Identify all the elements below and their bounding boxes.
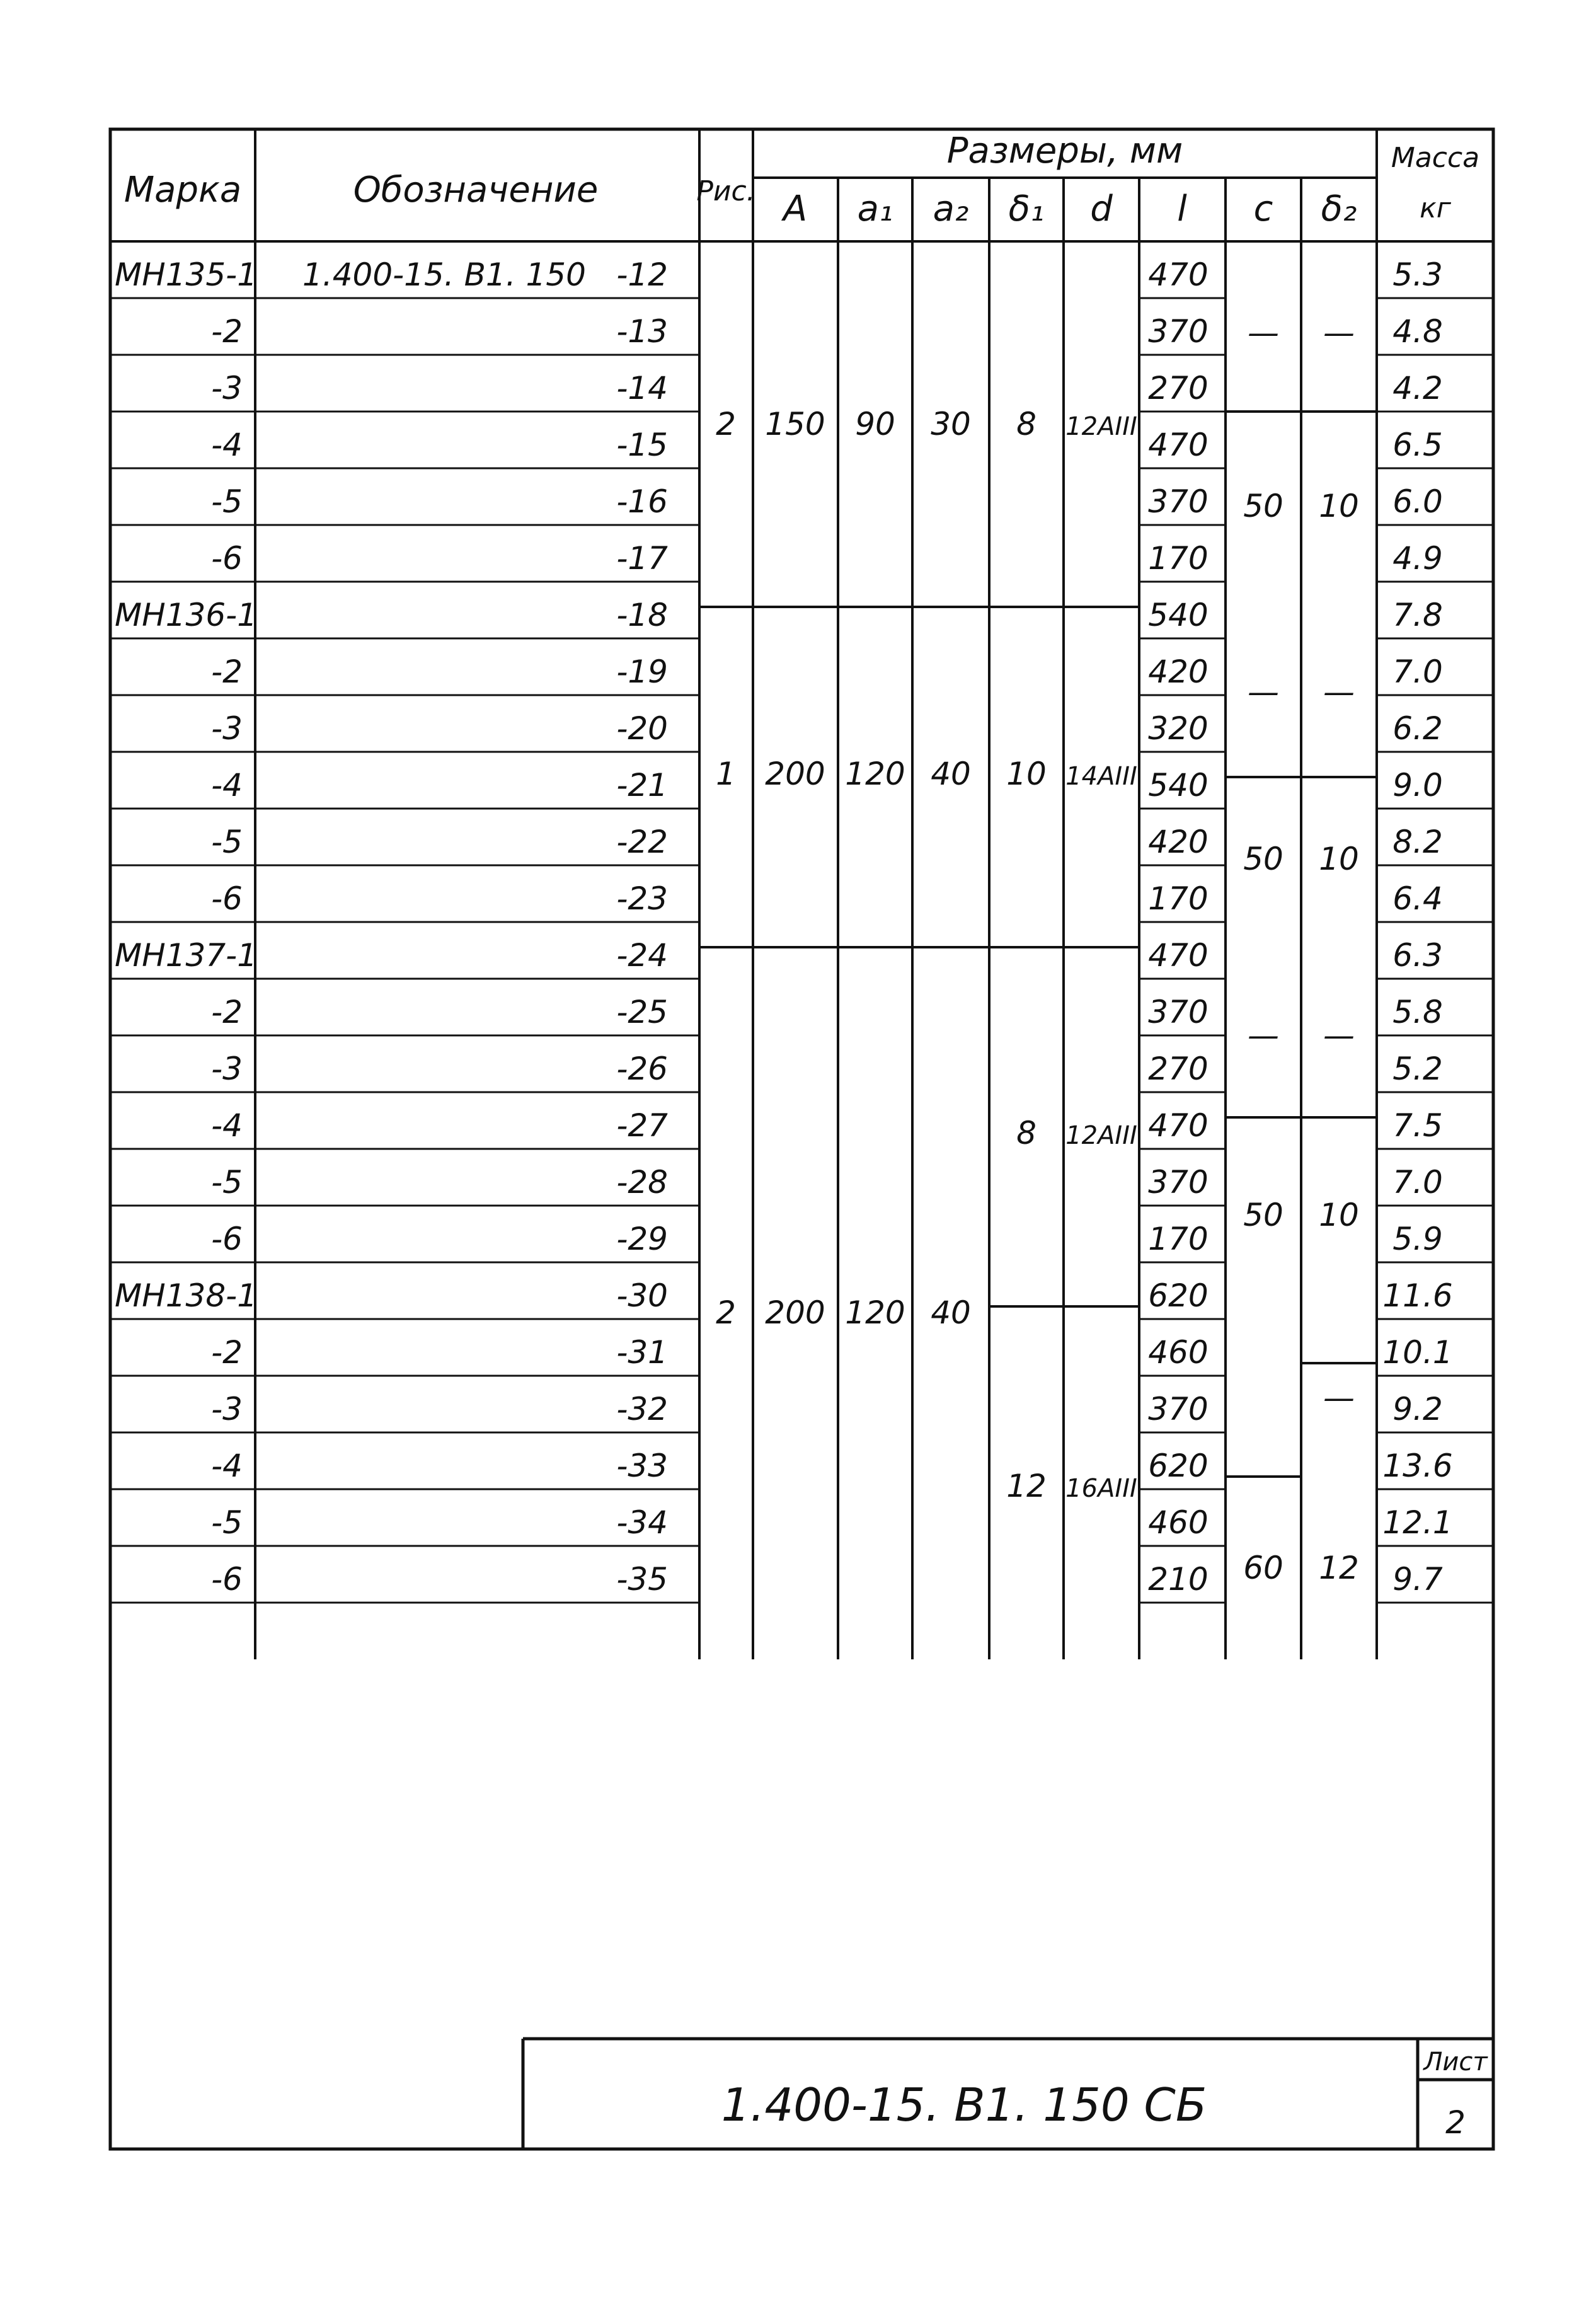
- row-code: -32: [616, 1391, 668, 1427]
- row-mass: 13.6: [1382, 1448, 1453, 1484]
- row-marka: -3: [211, 370, 243, 406]
- row-code: -16: [616, 483, 668, 520]
- row-code: -27: [616, 1107, 668, 1144]
- row-length: 270: [1148, 370, 1208, 406]
- row-marka: -6: [211, 1221, 243, 1257]
- row-mass: 6.4: [1392, 880, 1443, 917]
- row-mass: 12.1: [1382, 1504, 1453, 1541]
- row-length: 470: [1148, 937, 1208, 974]
- row-marka: -4: [211, 1107, 243, 1144]
- g3-ris: 2: [716, 1294, 736, 1331]
- row-marka: -5: [211, 824, 243, 860]
- row-code: -20: [616, 710, 668, 747]
- g4-d: 16АIII: [1065, 1474, 1137, 1503]
- header-mass-unit: кг: [1420, 192, 1451, 224]
- g2-d: 14АIII: [1065, 762, 1137, 791]
- row-length: 170: [1148, 1221, 1208, 1257]
- row-marka: -5: [211, 1504, 243, 1541]
- row-length: 460: [1148, 1504, 1208, 1541]
- row-mass: 6.5: [1392, 427, 1443, 463]
- row-length: 370: [1148, 1164, 1208, 1201]
- row-length: 320: [1148, 710, 1208, 747]
- header-col-delta2: δ₂: [1321, 188, 1357, 229]
- row-length: 620: [1148, 1277, 1208, 1314]
- row-lines: [110, 298, 1493, 1603]
- g1-ris: 2: [716, 406, 736, 442]
- row-length: 540: [1148, 597, 1208, 633]
- row-mass: 7.8: [1392, 597, 1443, 633]
- row-mass: 4.9: [1392, 540, 1443, 577]
- g1-d: 12АIII: [1065, 412, 1137, 441]
- g1-c-top: —: [1248, 314, 1279, 351]
- sheet-number: 2: [1445, 2104, 1466, 2141]
- row-code: -33: [616, 1448, 668, 1484]
- g4-c: 60: [1243, 1550, 1283, 1586]
- row-marka: МН137-1: [115, 937, 258, 974]
- row-length: 170: [1148, 540, 1208, 577]
- g3-delta2: 10: [1319, 1197, 1359, 1233]
- group-1-values: [716, 314, 1359, 524]
- row-code: -21: [616, 767, 668, 804]
- row-code: -31: [616, 1334, 668, 1371]
- row-code: -12: [616, 256, 668, 293]
- row-length: 540: [1148, 767, 1208, 804]
- row-mass: 6.3: [1392, 937, 1443, 974]
- row-marka: -3: [211, 1051, 243, 1087]
- row-code: -35: [616, 1561, 668, 1598]
- g3-delta1: 8: [1016, 1115, 1036, 1151]
- g3-d: 12АIII: [1065, 1121, 1137, 1150]
- row-mass: 7.5: [1392, 1107, 1443, 1144]
- row-designation: 1.400-15. В1. 150: [302, 256, 586, 293]
- row-mass: 9.0: [1392, 767, 1443, 804]
- g3-delta2-top: —: [1323, 1017, 1355, 1054]
- row-marka: -2: [211, 994, 243, 1030]
- header-grid: [110, 129, 1493, 1659]
- row-marka: -6: [211, 880, 243, 917]
- row-marka: -4: [211, 1448, 243, 1484]
- row-code: -22: [616, 824, 668, 860]
- g1-delta2-top: —: [1323, 314, 1355, 351]
- row-mass: 8.2: [1392, 824, 1443, 860]
- row-code: -15: [616, 427, 668, 463]
- row-code: -17: [616, 540, 668, 577]
- g1-a1: 90: [855, 406, 895, 442]
- row-length: 370: [1148, 313, 1208, 350]
- g4-delta2-top: —: [1323, 1380, 1355, 1416]
- g2-delta2-top: —: [1323, 674, 1355, 710]
- row-code: -34: [616, 1504, 668, 1541]
- row-code: -24: [616, 937, 668, 974]
- row-length: 420: [1148, 654, 1208, 690]
- row-length: 420: [1148, 824, 1208, 860]
- row-marka: -5: [211, 483, 243, 520]
- g1-delta2: 10: [1319, 488, 1359, 524]
- g3-a2: 40: [931, 1294, 971, 1331]
- g2-delta2: 10: [1319, 841, 1359, 877]
- group-3-values: [716, 1017, 1359, 1331]
- row-marka: -2: [211, 313, 243, 350]
- g3-A: 200: [765, 1294, 825, 1331]
- row-mass: 5.2: [1392, 1051, 1443, 1087]
- row-length: 370: [1148, 994, 1208, 1030]
- header-col-A: A: [783, 188, 808, 229]
- row-code: -30: [616, 1277, 668, 1314]
- row-mass: 10.1: [1382, 1334, 1453, 1371]
- g2-delta1: 10: [1006, 756, 1047, 792]
- row-length: 270: [1148, 1051, 1208, 1087]
- row-marka: -3: [211, 1391, 243, 1427]
- g1-A: 150: [765, 406, 825, 442]
- g2-A: 200: [765, 756, 825, 792]
- row-length: 460: [1148, 1334, 1208, 1371]
- header-col-d: d: [1090, 188, 1113, 229]
- row-code: -19: [616, 654, 668, 690]
- row-mass: 5.9: [1392, 1221, 1443, 1257]
- row-mass: 6.0: [1392, 483, 1443, 520]
- row-mass: 5.3: [1392, 256, 1443, 293]
- row-mass: 5.8: [1392, 994, 1443, 1030]
- row-marka: -2: [211, 1334, 243, 1371]
- sheet-label: Лист: [1423, 2048, 1488, 2077]
- row-length: 170: [1148, 880, 1208, 917]
- row-mass: 4.8: [1392, 313, 1443, 350]
- g1-c: 50: [1243, 488, 1283, 524]
- header-ris: Рис.: [696, 175, 755, 207]
- row-mass: 6.2: [1392, 710, 1443, 747]
- group-2-values: [716, 674, 1359, 877]
- row-length: 370: [1148, 483, 1208, 520]
- header-marka: Марка: [123, 170, 242, 210]
- row-marka: -4: [211, 767, 243, 804]
- g2-a1: 120: [845, 756, 905, 792]
- row-code: -23: [616, 880, 668, 917]
- g3-c-top: —: [1248, 1017, 1279, 1054]
- row-marka: -6: [211, 540, 243, 577]
- g4-delta2: 12: [1319, 1550, 1359, 1586]
- g3-c: 50: [1243, 1197, 1283, 1233]
- row-code: -13: [616, 313, 668, 350]
- header-col-l: l: [1177, 188, 1187, 229]
- row-code: -26: [616, 1051, 668, 1087]
- g2-a2: 40: [931, 756, 971, 792]
- g1-delta1: 8: [1016, 406, 1036, 442]
- header-col-a1: a₁: [857, 188, 893, 229]
- row-marka: -6: [211, 1561, 243, 1598]
- row-marka: -5: [211, 1164, 243, 1201]
- g2-c: 50: [1243, 841, 1283, 877]
- row-marka: МН138-1: [115, 1277, 258, 1314]
- header-designation: Обозначение: [353, 170, 599, 210]
- row-length: 620: [1148, 1448, 1208, 1484]
- row-length: 470: [1148, 1107, 1208, 1144]
- row-mass: 4.2: [1392, 370, 1443, 406]
- row-code: -18: [616, 597, 668, 633]
- row-code: -28: [616, 1164, 668, 1201]
- row-length: 470: [1148, 256, 1208, 293]
- row-mass: 7.0: [1392, 1164, 1443, 1201]
- row-mass: 7.0: [1392, 654, 1443, 690]
- row-marka: -4: [211, 427, 243, 463]
- row-mass: 9.2: [1392, 1391, 1443, 1427]
- g2-c-top: —: [1248, 674, 1279, 710]
- row-marka: МН135-1: [115, 256, 258, 293]
- table-body: [115, 256, 1453, 1598]
- row-marka: -3: [211, 710, 243, 747]
- row-mass: 9.7: [1392, 1561, 1443, 1598]
- header-col-a2: a₂: [933, 188, 969, 229]
- header-dimensions: Размеры, мм: [946, 130, 1183, 171]
- g3-a1: 120: [845, 1294, 905, 1331]
- row-length: 470: [1148, 427, 1208, 463]
- g4-delta1: 12: [1006, 1468, 1047, 1504]
- g1-a2: 30: [931, 406, 971, 442]
- row-marka: -2: [211, 654, 243, 690]
- row-code: -14: [616, 370, 668, 406]
- row-marka: МН136-1: [115, 597, 258, 633]
- row-length: 210: [1148, 1561, 1208, 1598]
- header-col-c: c: [1253, 188, 1273, 229]
- header-mass: Масса: [1391, 142, 1480, 174]
- document-code: 1.400-15. В1. 150 СБ: [721, 2078, 1207, 2131]
- row-code: -29: [616, 1221, 668, 1257]
- g2-ris: 1: [716, 756, 736, 792]
- row-length: 370: [1148, 1391, 1208, 1427]
- row-code: -25: [616, 994, 668, 1030]
- row-mass: 11.6: [1382, 1277, 1453, 1314]
- header-col-delta1: δ₁: [1008, 188, 1045, 229]
